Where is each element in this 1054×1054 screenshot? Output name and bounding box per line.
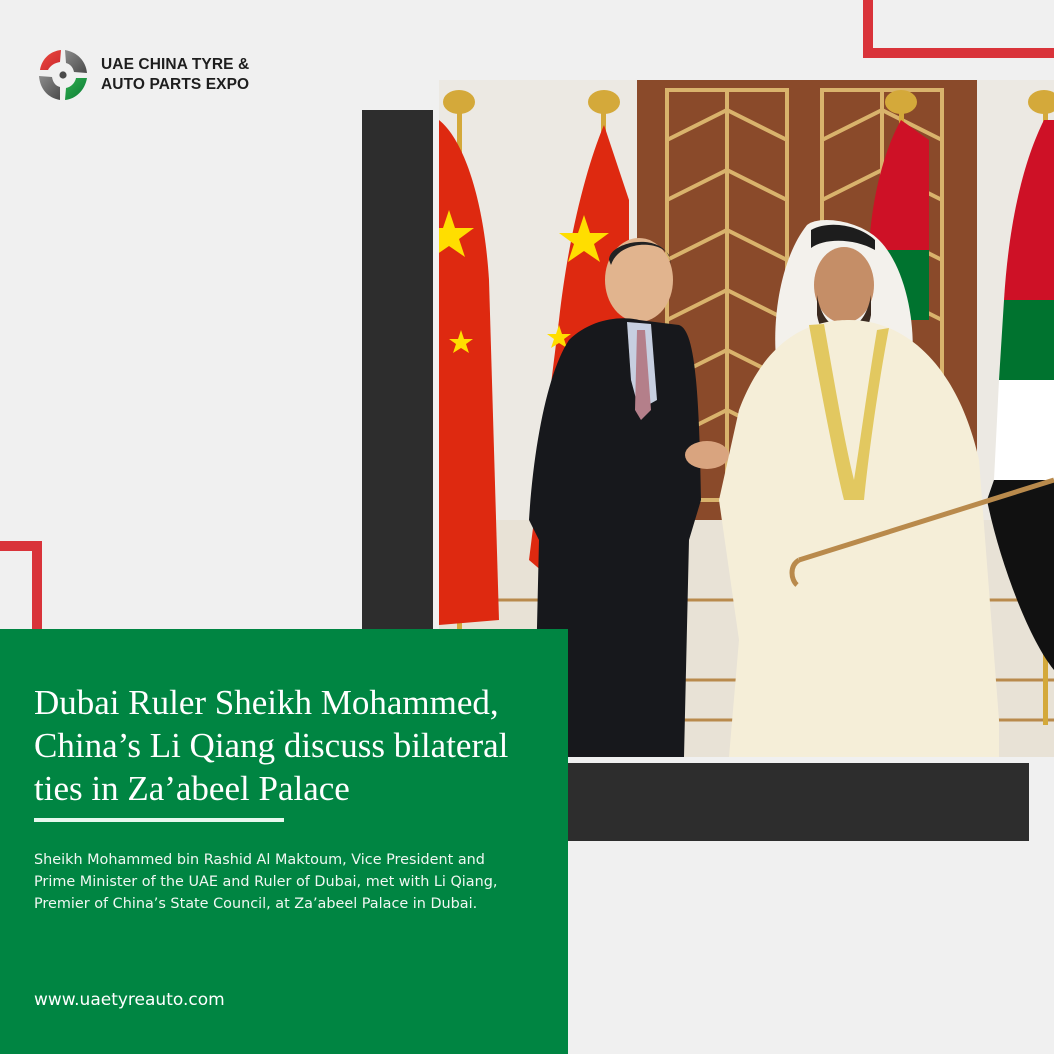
- dark-accent-bar-horizontal: [568, 763, 1029, 841]
- headline-underline-divider: [34, 818, 284, 822]
- dark-accent-bar-vertical: [362, 110, 433, 629]
- headline: Dubai Ruler Sheikh Mohammed, China’s Li Qiang discuss bilateral ties in Za’abeel Palace: [34, 683, 509, 808]
- red-corner-frame-top-right: [863, 0, 1054, 58]
- summary-text: Sheikh Mohammed bin Rashid Al Maktoum, Vice President and Prime Minister of the UAE and Ruler of Dubai, met with Li Qiang, Premier of China’s State Council, at Za’abeel Palace in Dubai.: [34, 852, 498, 912]
- red-corner-frame-left: [0, 541, 42, 641]
- brand-name-line2: AUTO PARTS EXPO: [101, 76, 250, 93]
- pinwheel-logo-icon: [37, 48, 89, 102]
- brand-name-line1: UAE CHINA TYRE &: [101, 56, 250, 73]
- headline-panel: [0, 629, 568, 1054]
- website-link[interactable]: www.uaetyreauto.com: [34, 990, 225, 1010]
- brand-name: [101, 55, 249, 95]
- brand-logo: [37, 48, 249, 102]
